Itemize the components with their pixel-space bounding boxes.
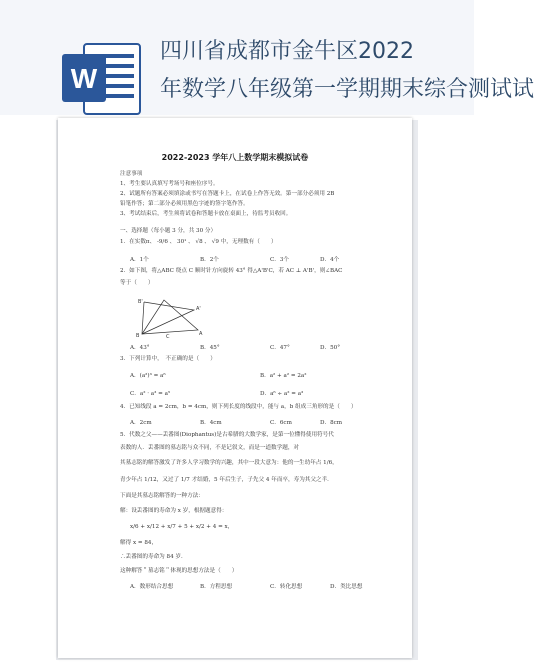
banner-title-line2: 年数学八年级第一学期期末综合测试试 <box>160 77 534 102</box>
figure-label-b-prime: B' <box>138 299 143 305</box>
q1-option-b: B．2个 <box>200 257 219 263</box>
figure-label-a: A <box>199 331 203 337</box>
q2-option-c: C．47° <box>270 345 290 351</box>
note-2-cont: 铅笔作答；第二部分必须用黑色字迹的签字笔作答。 <box>120 201 249 207</box>
q4-option-c: C．6cm <box>270 420 292 426</box>
q2-option-d: D．50° <box>320 345 340 351</box>
q1-option-d: D．4个 <box>320 257 340 263</box>
question-2-cont: 等于（ ） <box>120 280 154 286</box>
q5-option-b: B．方程思想 <box>200 584 233 590</box>
question-5-solution: 解得 x = 84， <box>120 540 158 546</box>
question-5-answer: ∴丢番图的寿命为 84 岁． <box>120 554 187 560</box>
document-title: 2022-2023 学年八上数学期末模拟试卷 <box>161 153 309 162</box>
rotation-triangle-figure <box>136 296 206 338</box>
q3-option-d: D．a⁶ ÷ a² = a³ <box>260 391 304 397</box>
figure-label-a-prime: A' <box>196 306 201 312</box>
q4-option-d: D．8cm <box>320 420 343 426</box>
q5-option-c: C．转化思想 <box>270 584 303 590</box>
note-2: 2、试题所有答案必须填涂或书写在答题卡上，在试卷上作答无效。第一部分必须用 2B <box>120 191 335 197</box>
question-5-line6: 解：设丢番图的寿命为 x 岁，根据题意得： <box>120 508 228 514</box>
notes-heading: 注意事项 <box>120 171 143 177</box>
question-5-line2: 表数的人．丢番图的墓志铭与众不同，不是记叙文，而是一道数学题，对 <box>120 445 300 451</box>
section-1-heading: 一、选择题（每小题 3 分，共 30 分） <box>120 228 217 234</box>
question-4: 4．已知线段 a = 2cm，b = 4cm，则下列长度的线段中，能与 a，b 组成三角形的是（ ） <box>120 404 357 410</box>
q2-option-a: A．43° <box>130 345 150 351</box>
question-1: 1．在实数π、 -9/6 、 30¹ 、 √8 、 √9 中，无理数有（ ） <box>120 239 277 245</box>
q3-option-a: A．(a²)³ = a⁶ <box>130 373 166 379</box>
question-5: 5．代数之父——丢番图(Diophantus)是古希腊的大数学家，是第一位懂得使用符号代 <box>120 432 334 438</box>
document-page <box>58 118 412 658</box>
banner-title-line1: 四川省成都市金牛区2022 <box>160 39 414 64</box>
question-5-line3: 其墓志铭的解答激发了许多人学习数学的兴趣，其中一段大意为：他的一生幼年占 1/6， <box>120 460 338 466</box>
q3-option-b: B．a² + a² = 2a² <box>260 373 307 379</box>
note-3: 3、考试结束后，考生须将试卷和答题卡放在桌面上，待监考员收回。 <box>120 211 292 217</box>
question-5-line5: 下面是其墓志铭解答的一种方法： <box>120 493 204 499</box>
question-5-prompt: 这种解答＂墓志铭＂体现的思想方法是（ ） <box>120 568 238 574</box>
word-document-icon <box>60 40 142 116</box>
question-2: 2．如下图，将△ABC 绕点 C 顺时针方向旋转 43° 得△A'B'C，若 AC ⊥ A'B'，则∠BAC <box>120 268 343 274</box>
note-1: 1、考生要认真填写考场号和座位序号。 <box>120 181 219 187</box>
q5-option-d: D．类比思想 <box>330 584 363 590</box>
question-5-line4: 青少年占 1/12，又过了 1/7 才结婚，5 年后生子，子先父 4 年而卒，寿为其父之半． <box>120 477 333 483</box>
question-5-equation: x/6 + x/12 + x/7 + 5 + x/2 + 4 = x， <box>130 524 234 530</box>
q5-option-a: A．数形结合思想 <box>130 584 174 590</box>
q3-option-c: C．a² · a³ = a⁵ <box>130 391 171 397</box>
figure-label-c: C <box>166 334 170 340</box>
figure-label-b: B <box>136 333 140 339</box>
q1-option-a: A．1个 <box>130 257 149 263</box>
q4-option-a: A．2cm <box>130 420 152 426</box>
q4-option-b: B．4cm <box>200 420 222 426</box>
q1-option-c: C．3个 <box>270 257 290 263</box>
question-3: 3．下列计算中， 不正确的是（ ） <box>120 356 216 362</box>
word-icon-letter: W <box>70 63 98 94</box>
q2-option-b: B．45° <box>200 345 220 351</box>
